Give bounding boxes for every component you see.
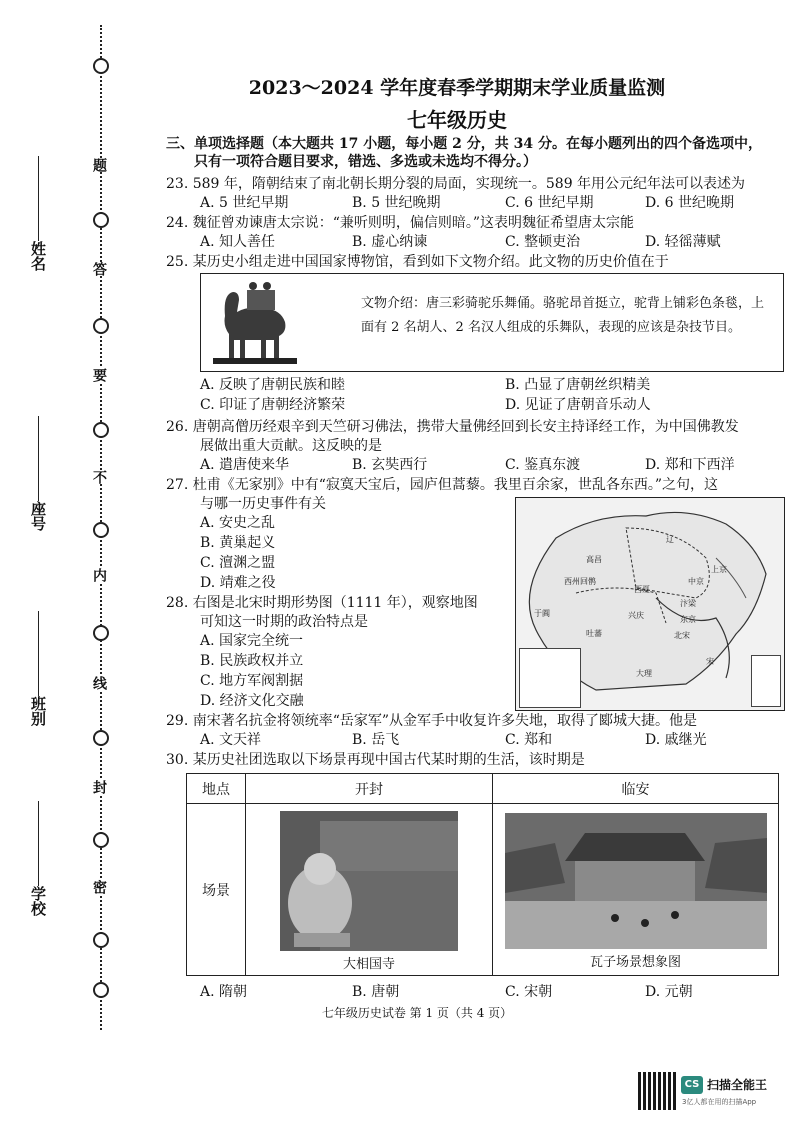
map-label: 辽 bbox=[666, 535, 674, 544]
name-field[interactable]: 姓名 bbox=[28, 150, 49, 271]
map-label: 宋 bbox=[706, 657, 714, 666]
map-label: 东京 bbox=[680, 615, 696, 624]
q26-option-c[interactable]: C. 鉴真东渡 bbox=[505, 457, 581, 473]
school-field[interactable]: 学校 bbox=[28, 795, 49, 916]
q24-option-c[interactable]: C. 整顿吏治 bbox=[505, 234, 581, 250]
map-label: 北宋 bbox=[674, 631, 690, 640]
artifact-description: 文物介绍：唐三彩骑驼乐舞俑。骆驼昂首挺立，驼背上铺彩色条毯，上面有 2 名胡人、2 名汉人组成的乐舞队，表现的应该是杂技节目。 bbox=[361, 296, 765, 335]
table-header-linan: 临安 bbox=[493, 774, 779, 804]
q29-option-d[interactable]: D. 戚继光 bbox=[645, 732, 707, 748]
q28-option-c[interactable]: C. 地方军阀割据 bbox=[200, 673, 304, 689]
map-label: 兴庆 bbox=[628, 611, 644, 620]
q23-option-d[interactable]: D. 6 世纪晚期 bbox=[645, 195, 734, 211]
exam-subject: 七年级历史 bbox=[407, 108, 507, 132]
table-cell-kaifeng bbox=[246, 804, 493, 976]
section-heading: 三、单项选择题（本大题共 17 小题，每小题 2 分，共 34 分。在每小题列出的四个备选项中， bbox=[166, 136, 762, 152]
q30-stem: 30. 某历史社团选取以下场景再现中国古代某时期的生活，该时期是 bbox=[166, 752, 585, 768]
q28-option-b[interactable]: B. 民族政权并立 bbox=[200, 653, 304, 669]
class-field[interactable]: 班别 bbox=[28, 605, 49, 726]
binding-margin bbox=[0, 0, 130, 1050]
q23-stem: 23. 589 年，隋朝结束了南北朝长期分裂的局面，实现统一。589 年用公元纪年法可以表述为 bbox=[166, 176, 746, 192]
map-label: 大理 bbox=[636, 669, 652, 678]
binding-char: 密 bbox=[91, 880, 107, 894]
daxiangguo-temple-image bbox=[280, 811, 458, 951]
q29-stem: 29. 南宋著名抗金将领统率“岳家军”从金军手中收复许多失地，取得了郾城大捷。他是 bbox=[166, 713, 698, 729]
binding-char: 线 bbox=[91, 676, 107, 690]
binding-ring bbox=[93, 212, 109, 228]
binding-ring bbox=[93, 58, 109, 74]
q23-option-b[interactable]: B. 5 世纪晚期 bbox=[352, 195, 441, 211]
q25-option-c[interactable]: C. 印证了唐朝经济繁荣 bbox=[200, 397, 346, 413]
q24-option-a[interactable]: A. 知人善任 bbox=[200, 234, 276, 250]
q23-option-c[interactable]: C. 6 世纪早期 bbox=[505, 195, 594, 211]
map-label: 于阗 bbox=[534, 609, 550, 618]
map-label: 吐蕃 bbox=[586, 629, 602, 638]
map-legend bbox=[519, 648, 581, 708]
map-label: 高昌 bbox=[586, 555, 602, 564]
q24-option-b[interactable]: B. 虚心纳谏 bbox=[352, 234, 428, 250]
q27-stem: 27. 杜甫《无家别》中有“寂寞天宝后，园庐但蒿藜。我里百余家，世乱各东西。”之句，这 bbox=[166, 477, 719, 493]
map-label: 上京 bbox=[711, 565, 727, 574]
page-footer: 七年级历史试卷 第 1 页（共 4 页） bbox=[321, 1006, 513, 1020]
camscanner-name: 扫描全能王 bbox=[707, 1078, 768, 1092]
binding-char: 答 bbox=[91, 262, 107, 276]
binding-ring bbox=[93, 730, 109, 746]
q30-option-d[interactable]: D. 元朝 bbox=[645, 984, 693, 1000]
map-label: 西州回鹘 bbox=[564, 577, 596, 586]
q29-option-b[interactable]: B. 岳飞 bbox=[352, 732, 400, 748]
map-label: 西夏 bbox=[634, 585, 650, 594]
q26-option-a[interactable]: A. 遣唐使来华 bbox=[200, 457, 290, 473]
q30-option-a[interactable]: A. 隋朝 bbox=[200, 984, 248, 1000]
q27-stem-cont: 与哪一历史事件有关 bbox=[200, 496, 326, 512]
table-header-kaifeng: 开封 bbox=[246, 774, 493, 804]
q27-option-d[interactable]: D. 靖难之役 bbox=[200, 575, 276, 591]
scene-table bbox=[186, 773, 779, 976]
map-label: 汴梁 bbox=[680, 599, 696, 608]
map-inset-south-sea bbox=[751, 655, 781, 707]
table-row-label: 场景 bbox=[187, 804, 246, 976]
binding-ring bbox=[93, 422, 109, 438]
q28-stem: 28. 右图是北宋时期形势图（1111 年），观察地图 bbox=[166, 595, 478, 611]
camscanner-tagline: 3亿人都在用的扫描App bbox=[682, 1098, 757, 1106]
map-label: 中京 bbox=[688, 577, 704, 586]
northern-song-map bbox=[515, 497, 785, 711]
caption-daxiangguo: 大相国寺 bbox=[342, 957, 395, 972]
q28-option-a[interactable]: A. 国家完全统一 bbox=[200, 633, 304, 649]
q28-option-d[interactable]: D. 经济文化交融 bbox=[200, 693, 304, 709]
caption-wazi: 瓦子场景想象图 bbox=[589, 955, 681, 970]
qr-code bbox=[638, 1072, 676, 1110]
q28-stem-cont: 可知这一时期的政治特点是 bbox=[200, 614, 368, 630]
q27-option-b[interactable]: B. 黄巢起义 bbox=[200, 535, 276, 551]
binding-char: 封 bbox=[91, 780, 107, 794]
q25-option-d[interactable]: D. 见证了唐朝音乐动人 bbox=[505, 397, 651, 413]
q24-option-d[interactable]: D. 轻徭薄赋 bbox=[645, 234, 721, 250]
binding-char: 内 bbox=[91, 568, 107, 582]
binding-char: 题 bbox=[91, 158, 107, 172]
q26-option-b[interactable]: B. 玄奘西行 bbox=[352, 457, 428, 473]
camscanner-logo: CS bbox=[681, 1076, 703, 1094]
binding-ring bbox=[93, 832, 109, 848]
table-header-location: 地点 bbox=[187, 774, 246, 804]
wazi-scene-image bbox=[505, 813, 767, 949]
q30-option-b[interactable]: B. 唐朝 bbox=[352, 984, 400, 1000]
camel-figurine-image bbox=[207, 276, 303, 368]
q27-option-c[interactable]: C. 澶渊之盟 bbox=[200, 555, 276, 571]
seat-field[interactable]: 座号 bbox=[28, 410, 49, 531]
q29-option-a[interactable]: A. 文天祥 bbox=[200, 732, 262, 748]
q23-option-a[interactable]: A. 5 世纪早期 bbox=[200, 195, 289, 211]
binding-char: 要 bbox=[91, 368, 107, 382]
binding-ring bbox=[93, 318, 109, 334]
q26-stem: 26. 唐朝高僧历经艰辛到天竺研习佛法，携带大量佛经回到长安主持译经工作，为中国佛教发 bbox=[166, 419, 739, 435]
q30-option-c[interactable]: C. 宋朝 bbox=[505, 984, 553, 1000]
binding-ring bbox=[93, 522, 109, 538]
section-heading-cont: 只有一项符合题目要求，错选、多选或未选均不得分。） bbox=[194, 154, 537, 170]
exam-title: 2023～2024 学年度春季学期期末学业质量监测 bbox=[248, 77, 666, 99]
binding-char: 不 bbox=[91, 470, 107, 484]
q25-option-b[interactable]: B. 凸显了唐朝丝织精美 bbox=[505, 377, 651, 393]
q25-option-a[interactable]: A. 反映了唐朝民族和睦 bbox=[200, 377, 346, 393]
artifact-box bbox=[200, 273, 784, 372]
binding-ring bbox=[93, 932, 109, 948]
q26-option-d[interactable]: D. 郑和下西洋 bbox=[645, 457, 735, 473]
q26-stem-cont: 展做出重大贡献。这反映的是 bbox=[200, 438, 382, 454]
table-cell-linan bbox=[493, 804, 779, 976]
binding-ring bbox=[93, 625, 109, 641]
binding-ring bbox=[93, 982, 109, 998]
q27-option-a[interactable]: A. 安史之乱 bbox=[200, 515, 276, 531]
q25-stem: 25. 某历史小组走进中国国家博物馆，看到如下文物介绍。此文物的历史价值在于 bbox=[166, 254, 669, 270]
q29-option-c[interactable]: C. 郑和 bbox=[505, 732, 553, 748]
q24-stem: 24. 魏征曾劝谏唐太宗说：“兼听则明，偏信则暗。”这表明魏征希望唐太宗能 bbox=[166, 215, 635, 231]
